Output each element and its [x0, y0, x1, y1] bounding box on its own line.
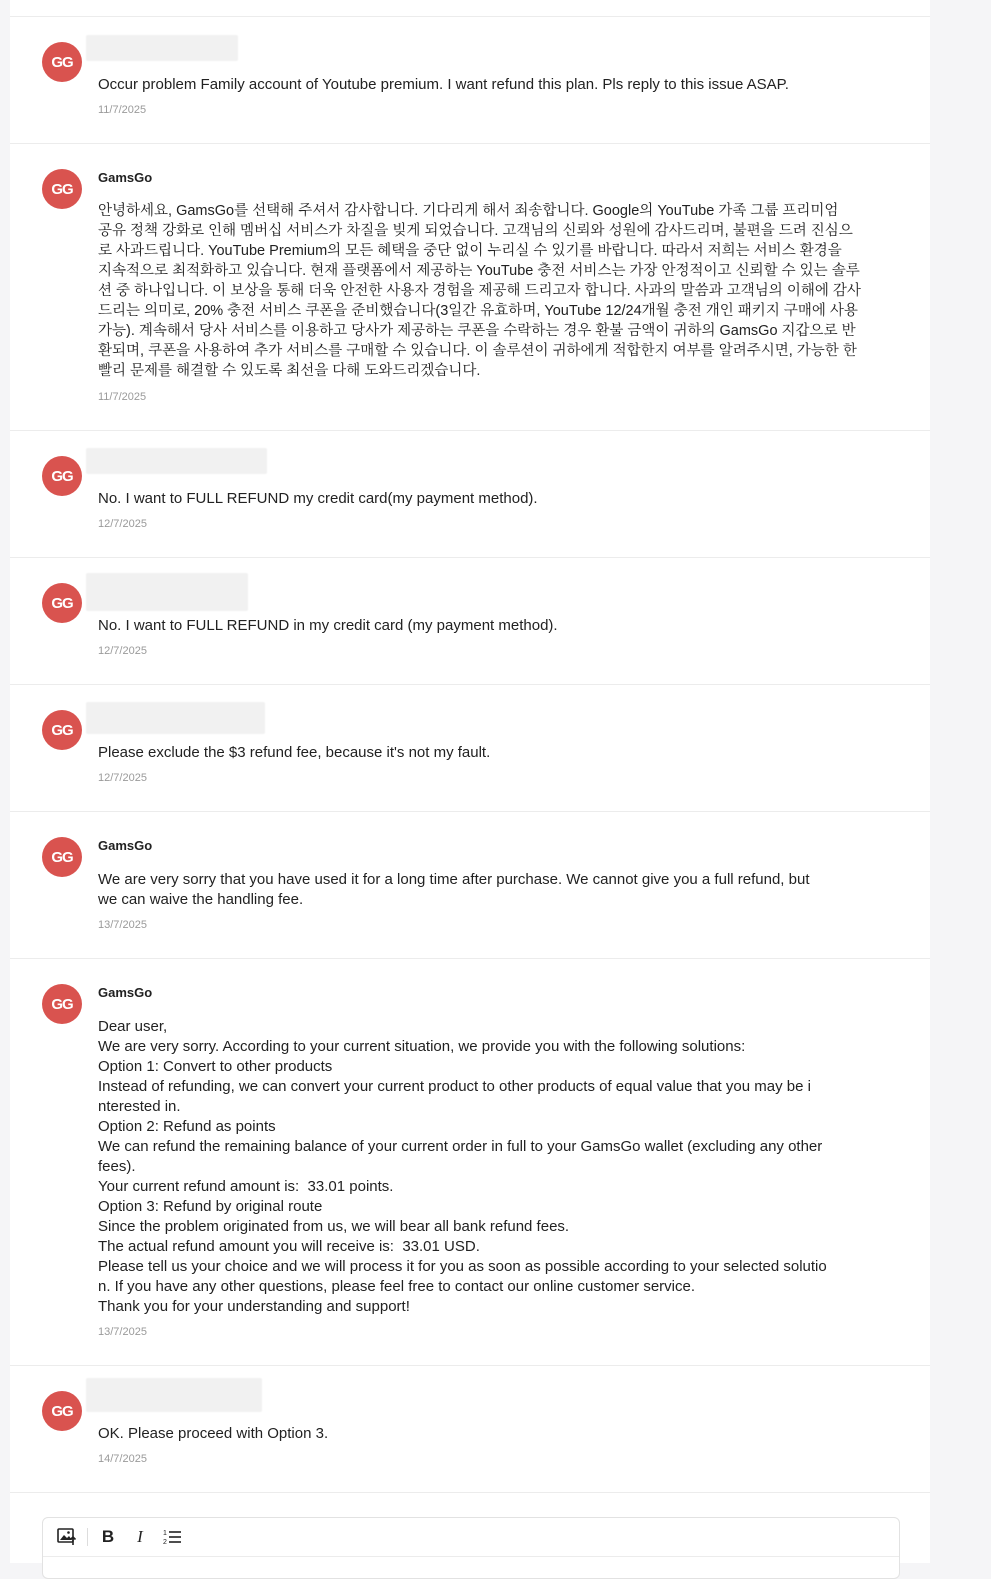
redacted-username — [86, 1378, 262, 1412]
reply-editor[interactable] — [42, 1517, 900, 1579]
message-date: 12/7/2025 — [98, 518, 147, 530]
redacted-username — [86, 448, 267, 474]
message-date: 13/7/2025 — [98, 919, 147, 931]
message-text: Occur problem Family account of Youtube premium. I want refund this plan. Pls reply to this issue ASAP. — [98, 76, 789, 93]
message-item — [10, 685, 930, 812]
message-date: 12/7/2025 — [98, 772, 147, 784]
message-item — [10, 431, 930, 558]
message-item — [10, 1366, 930, 1493]
avatar: GG — [42, 169, 82, 209]
message-text: Please exclude the $3 refund fee, because it's not my fault. — [98, 744, 491, 761]
avatar: GG — [42, 42, 82, 82]
message-date: 13/7/2025 — [98, 1326, 147, 1338]
message-item — [10, 144, 930, 431]
message-text: No. I want to FULL REFUND my credit card(my payment method). — [98, 490, 538, 507]
message-text: No. I want to FULL REFUND in my credit card (my payment method). — [98, 617, 558, 634]
svg-text:1: 1 — [163, 1530, 167, 1537]
message-item — [10, 959, 930, 1366]
bold-icon[interactable]: B — [101, 1527, 115, 1546]
message-text: OK. Please proceed with Option 3. — [98, 1425, 329, 1442]
avatar: GG — [42, 837, 82, 877]
message-date: 11/7/2025 — [98, 391, 147, 403]
message-date: 14/7/2025 — [98, 1453, 147, 1465]
message-text: We are very sorry that you have used it for a long time after purchase. We cannot give you a full refund, but we can waive the handling fee. — [98, 871, 810, 908]
avatar: GG — [42, 456, 82, 496]
message-text: Dear user, We are very sorry. According to your current situation, we provide you with the following solutions: Option 1: Convert to other products Instead of refunding, we can convert your current product to other products of equal value that you may be i nterested in. Option 2: Refund as points We can refund the remaining balance of your current order in full to your GamsGo wallet (excluding any other fees). Your current refund amount is: 33.01 points. Option 3: Refund by original route Since the problem originated from us, we will bear all bank refund fees. The actual refund amount you will receive is: 33.01 USD. Please tell us your choice and we will process it for you as soon as possible according to your selected solutio n. If you have any other questions, please feel free to contact our online customer service. Thank you for your understanding and support! — [98, 1018, 827, 1315]
message-item — [10, 812, 930, 959]
redacted-username — [86, 702, 265, 734]
message-text: 안녕하세요, GamsGo를 선택해 주셔서 감사합니다. 기다리게 해서 죄송합니다. Google의 YouTube 가족 그룹 프리미엄 공유 정책 강화로 인해 멤버십 서비스가 차질을 빚게 되었습니다. 고객님의 신뢰와 성원에 감사드리며, 불편을 드려 진심으 로 사과드립니다. YouTube Premium의 모든 혜택을 중단 없이 누리실 수 있기를 바랍니다. 따라서 저희는 서비스 환경을 지속적으로 최적화하고 있습니다. 현재 플랫폼에서 제공하는 YouTube 충전 서비스는 가장 안정적이고 신뢰할 수 있는 솔루 션 중 하나입니다. 이 보상을 통해 더욱 안전한 사용자 경험을 제공해 드리고자 합니다. 사과의 말씀과 고객님의 이해에 감사 드리는 의미로, 20% 충전 서비스 쿠폰을 준비했습니다(3일간 유효하며, YouTube 12/24개월 충전 개인 패키지 구매에 사용 가능). 계속해서 당사 서비스를 이용하고 당사가 제공하는 쿠폰을 수락하는 경우 환불 금액이 귀하의 GamsGo 지갑으로 반 환되며, 쿠폰을 사용하여 추가 서비스를 구매할 수 있습니다. 이 솔루션이 귀하에게 적합한지 여부를 알려주시면, 가능한 한 빨리 문제를 해결할 수 있도록 최선을 다해 도와드리겠습니다. — [98, 203, 861, 379]
svg-text:2: 2 — [163, 1539, 167, 1546]
chat-panel — [10, 0, 930, 1563]
redacted-username — [86, 35, 238, 61]
avatar: GG — [42, 583, 82, 623]
insert-image-icon[interactable] — [51, 1521, 83, 1553]
avatar: GG — [42, 1391, 82, 1431]
avatar: GG — [42, 710, 82, 750]
redacted-username — [86, 573, 248, 611]
avatar: GG — [42, 984, 82, 1024]
message-item — [10, 558, 930, 685]
message-date: 11/7/2025 — [98, 104, 147, 116]
toolbar-divider — [87, 1528, 88, 1546]
message-date: 12/7/2025 — [98, 645, 147, 657]
sender-name: GamsGo — [98, 838, 153, 853]
sender-name: GamsGo — [98, 170, 153, 185]
italic-icon[interactable]: I — [137, 1527, 143, 1546]
message-item — [10, 17, 930, 144]
sender-name: GamsGo — [98, 985, 153, 1000]
numbered-list-icon[interactable] — [156, 1521, 188, 1553]
editor-toolbar — [43, 1518, 899, 1557]
